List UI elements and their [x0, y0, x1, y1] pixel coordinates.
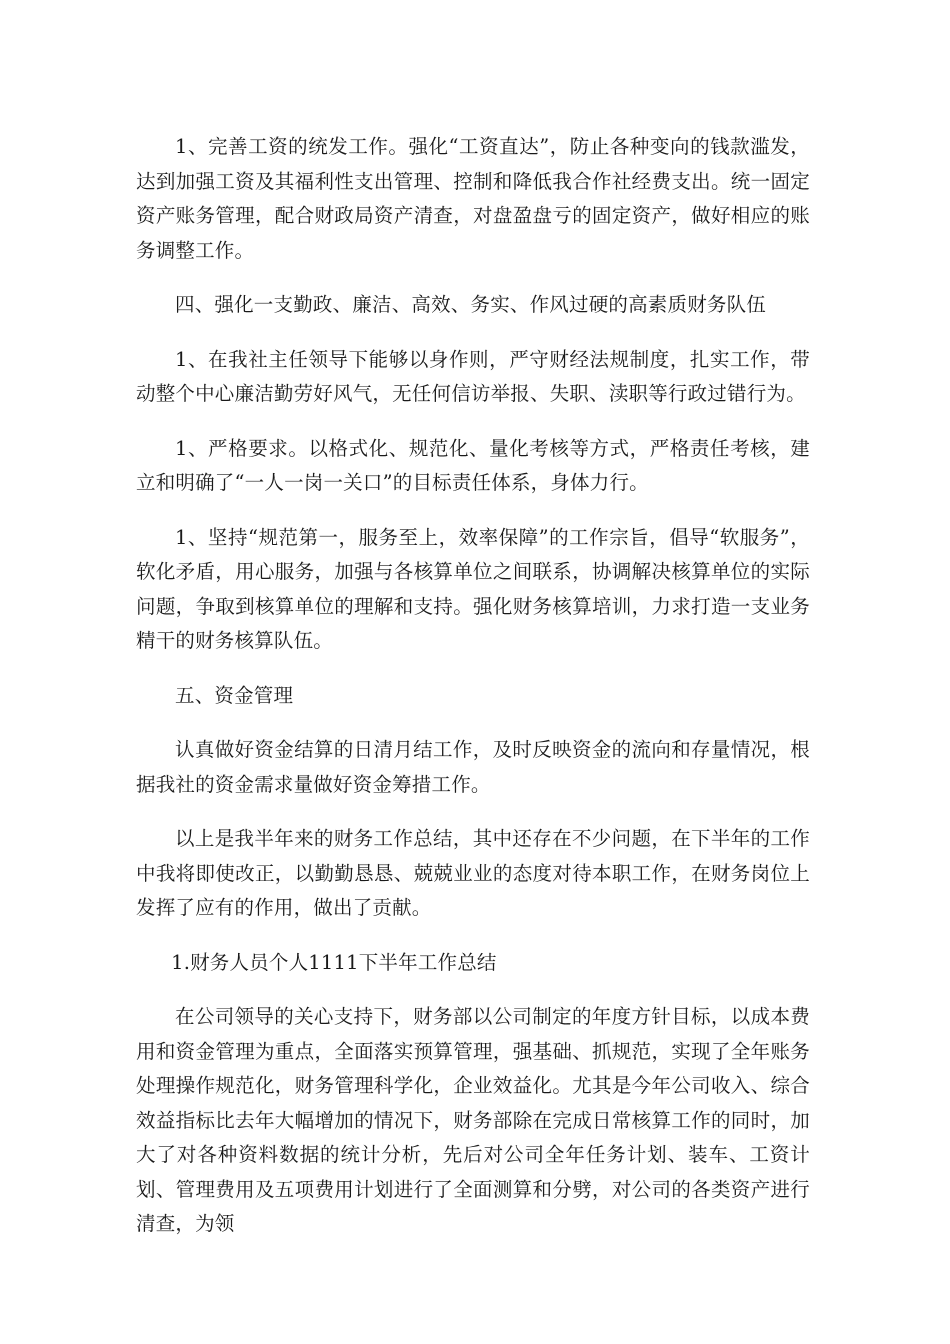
- section-heading-funds: 五、资金管理: [175, 683, 294, 707]
- paragraph-company-finance: 在公司领导的关心支持下，财务部以公司制定的年度方针目标，以成本费用和资金管理为重点，全面落实预算管理，强基础、抓规范，实现了全年账务处理操作规范化，财务管理科学化，企业效益化。尤其是今年公司收入、综合效益指标比去年大幅增加的情况下，财务部除在完成日常核算工作的同时，加大了对各种资料数据的统计分析，先后对公司全年任务计划、装车、工资计划、管理费用及五项费用计划进行了全面测算和分劈，对公司的各类资产进行清查，为领: [136, 1005, 810, 1235]
- paragraph-lead-by-example: 1、在我社主任领导下能够以身作则，严守财经法规制度，扎实工作，带动整个中心廉洁勤劳好风气，无任何信访举报、失职、渎职等行政过错行为。: [136, 347, 810, 405]
- paragraph-salary-distribution: 1、完善工资的统发工作。强化“工资直达”，防止各种变向的钱款滥发，达到加强工资及其福利性支出管理、控制和降低我合作社经费支出。统一固定资产账务管理，配合财政局资产清查，对盘盈盘亏的固定资产，做好相应的账务调整工作。: [136, 135, 810, 262]
- paragraph-funds-settlement: 认真做好资金结算的日清月结工作，及时反映资金的流向和存量情况，根据我社的资金需求量做好资金筹措工作。: [136, 738, 810, 796]
- document-body: [136, 130, 810, 1262]
- paragraph-strict-requirements: 1、严格要求。以格式化、规范化、量化考核等方式，严格责任考核，建立和明确了“一人一岗一关口”的目标责任体系，身体力行。: [136, 436, 810, 494]
- paragraph-service-principle: 1、坚持“规范第一，服务至上，效率保障”的工作宗旨，倡导“软服务”，软化矛盾，用心服务，加强与各核算单位之间联系，协调解决核算单位的实际问题，争取到核算单位的理解和支持。强化财务核算培训，力求打造一支业务精干的财务核算队伍。: [136, 525, 810, 652]
- subtitle-summary: 1.财务人员个人1111下半年工作总结: [171, 950, 497, 974]
- paragraph-conclusion: 以上是我半年来的财务工作总结，其中还存在不少问题，在下半年的工作中我将即使改正，以勤勤恳恳、兢兢业业的态度对待本职工作，在财务岗位上发挥了应有的作用，做出了贡献。: [136, 827, 810, 919]
- section-heading-team: 四、强化一支勤政、廉洁、高效、务实、作风过硬的高素质财务队伍: [175, 293, 767, 316]
